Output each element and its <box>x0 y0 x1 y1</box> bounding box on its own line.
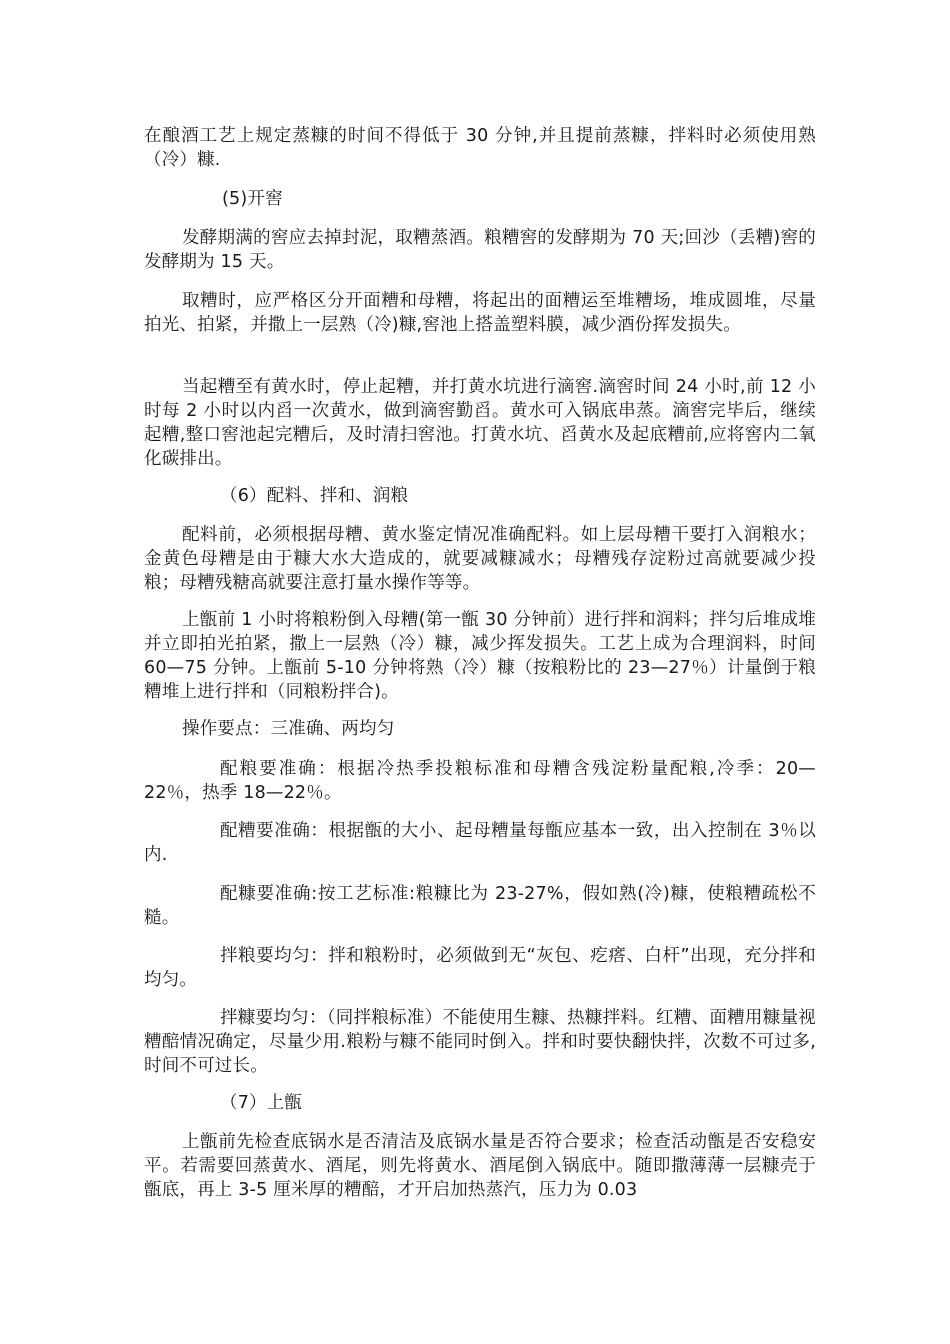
paragraph-husk-accuracy: 配糠要准确:按工艺标准:粮糠比为 23-27%，假如熟(冷)糠，使粮糟疏松不糙。 <box>144 884 816 928</box>
paragraph-moistening: 上甑前 1 小时将粮粉倒入母糟(第一甑 30 分钟前）进行拌和润料；拌匀后堆成堆并立即拍光拍紧，撒上一层熟（冷）糠，减少挥发损失。工艺上成为合理润料，时间 60—75 分钟。上甑前 5-10 分钟将熟（冷）糠（按粮粉比的 23—27％）计量倒于粮糟堆上进行拌和（同粮粉拌合)。 <box>144 610 816 702</box>
paragraph-yellow-water: 当起糟至有黄水时，停止起糟，并打黄水坑进行滴窖.滴窖时间 24 小时,前 12 小时每 2 小时以内舀一次黄水，做到滴窖勤舀。黄水可入锅底串蒸。滴窖完毕后，继续起糟,整口窖池起完糟后，及时清扫窖池。打黄水坑、舀黄水及起底糟前,应将窖内二氧化碳排出。 <box>144 377 816 469</box>
paragraph-steaming-husk: 在酿酒工艺上规定蒸糠的时间不得低于 30 分钟,并且提前蒸糠，拌料时必须使用熟（冷）糠. <box>144 126 816 170</box>
paragraph-fermentation-period: 发酵期满的窖应去掉封泥，取糟蒸酒。粮糟窖的发酵期为 70 天;回沙（丢糟)窖的发酵期为 15 天。 <box>144 228 816 272</box>
section-heading-loading: （7）上甑 <box>220 1093 303 1113</box>
paragraph-grain-mixing: 拌粮要均匀：拌和粮粉时，必须做到无“灰包、疙瘩、白杆”出现，充分拌和均匀。 <box>144 946 816 990</box>
section-heading-mixing: （6）配料、拌和、润粮 <box>220 486 409 506</box>
paragraph-key-points: 操作要点：三准确、两均匀 <box>182 719 395 739</box>
section-heading-open-pit: (5)开窖 <box>222 189 283 209</box>
paragraph-loading-steamer: 上甑前先检查底锅水是否清洁及底锅水量是否符合要求；检查活动甑是否安稳安平。若需要回蒸黄水、酒尾，则先将黄水、酒尾倒入锅底中。随即撒薄薄一层糠壳于甑底，再上 3-5 厘米厚的糟醅，才开启加热蒸汽，压力为 0.03 <box>144 1132 816 1200</box>
paragraph-husk-mixing: 拌糠要均匀：（同拌粮标准）不能使用生糠、热糠拌料。红糟、面糟用糠量视糟醅情况确定，尽量少用.粮粉与糠不能同时倒入。拌和时要快翻快拌，次数不可过多,时间不可过长。 <box>144 1008 816 1076</box>
paragraph-mash-accuracy: 配糟要准确：根据甑的大小、起母糟量每甑应基本一致，出入控制在 3％以内. <box>144 821 816 865</box>
paragraph-batching: 配料前，必须根据母糟、黄水鉴定情况准确配料。如上层母糟干要打入润粮水；金黄色母糟是由于糠大水大造成的，就要减糠减水；母糟残存淀粉过高就要减少投粮；母糟残糖高就要注意打量水操作等等。 <box>144 525 816 593</box>
paragraph-grain-accuracy: 配粮要准确：根据冷热季投粮标准和母糟含残淀粉量配粮,冷季：20—22％，热季 18—22％。 <box>144 759 816 803</box>
paragraph-taking-grains: 取糟时，应严格区分开面糟和母糟，将起出的面糟运至堆糟场，堆成圆堆，尽量拍光、拍紧，并撒上一层熟（冷)糠,窖池上搭盖塑料膜，减少酒份挥发损失。 <box>144 291 816 335</box>
